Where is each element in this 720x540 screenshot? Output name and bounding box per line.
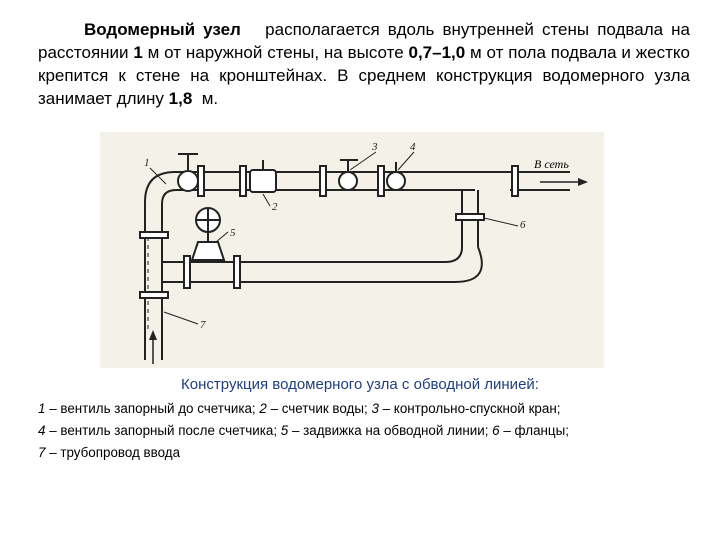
callout-4: 4: [410, 141, 416, 153]
legend-num-3: 3: [371, 401, 379, 416]
intro-paragraph: [38, 18, 690, 110]
legend-line-1: [38, 398, 698, 420]
legend-line-2: [38, 420, 698, 442]
legend-num-2: 2: [259, 401, 267, 416]
legend-num-5: 5: [280, 423, 289, 438]
paragraph-value-height: 0,7–1,0: [408, 43, 466, 62]
flange: [456, 214, 484, 220]
callout-3: 3: [372, 141, 378, 153]
legend-text-1: – вентиль запорный до счетчика;: [49, 401, 256, 416]
paragraph-title: Водомерный узел: [84, 20, 241, 39]
paragraph-text-2: м от наружной стены, на высоте: [147, 43, 404, 62]
flange: [512, 166, 518, 196]
paragraph-text-3: м от пола подвала и жестко крепится к стене на кронштейнах. В среднем конструкция водомерного узла занимает длину: [38, 43, 690, 108]
legend-line-3: [38, 442, 698, 464]
drawing-background: [100, 132, 604, 368]
legend-text-2: – счетчик воды;: [270, 401, 368, 416]
legend-text-7: – трубопровод ввода: [49, 445, 181, 460]
legend-text-3: – контрольно-спускной кран;: [382, 401, 561, 416]
callout-7: 7: [200, 319, 206, 331]
paragraph-value-distance: 1: [133, 43, 143, 62]
callout-5: 5: [230, 227, 236, 239]
flange: [234, 256, 240, 288]
flange: [140, 292, 168, 298]
flange: [184, 256, 190, 288]
legend-num-4: 4: [38, 423, 46, 438]
figure-caption: Конструкция водомерного узла с обводной линией:: [181, 376, 539, 393]
figure-legend: [38, 398, 698, 464]
paragraph-text-1: располагается вдоль внутренней стены подвала на расстоянии: [38, 20, 691, 62]
paragraph-text-4: м.: [201, 89, 219, 108]
legend-text-5: – задвижка на обводной линии;: [291, 423, 489, 438]
flange: [320, 166, 326, 196]
flange: [378, 166, 384, 196]
callout-1: 1: [144, 157, 150, 169]
flange: [240, 166, 246, 196]
flange: [140, 232, 168, 238]
arrow-label: В сеть: [534, 157, 569, 171]
paragraph-value-length: 1,8: [168, 89, 193, 108]
legend-text-4: – вентиль запорный после счетчика;: [49, 423, 278, 438]
callout-2: 2: [272, 201, 278, 213]
legend-num-1: 1: [38, 401, 46, 416]
callout-6: 6: [520, 219, 526, 231]
legend-num-6: 6: [492, 423, 500, 438]
legend-text-6: – фланцы;: [503, 423, 569, 438]
legend-num-7: 7: [38, 445, 46, 460]
water-meter-assembly-drawing: [100, 132, 604, 368]
